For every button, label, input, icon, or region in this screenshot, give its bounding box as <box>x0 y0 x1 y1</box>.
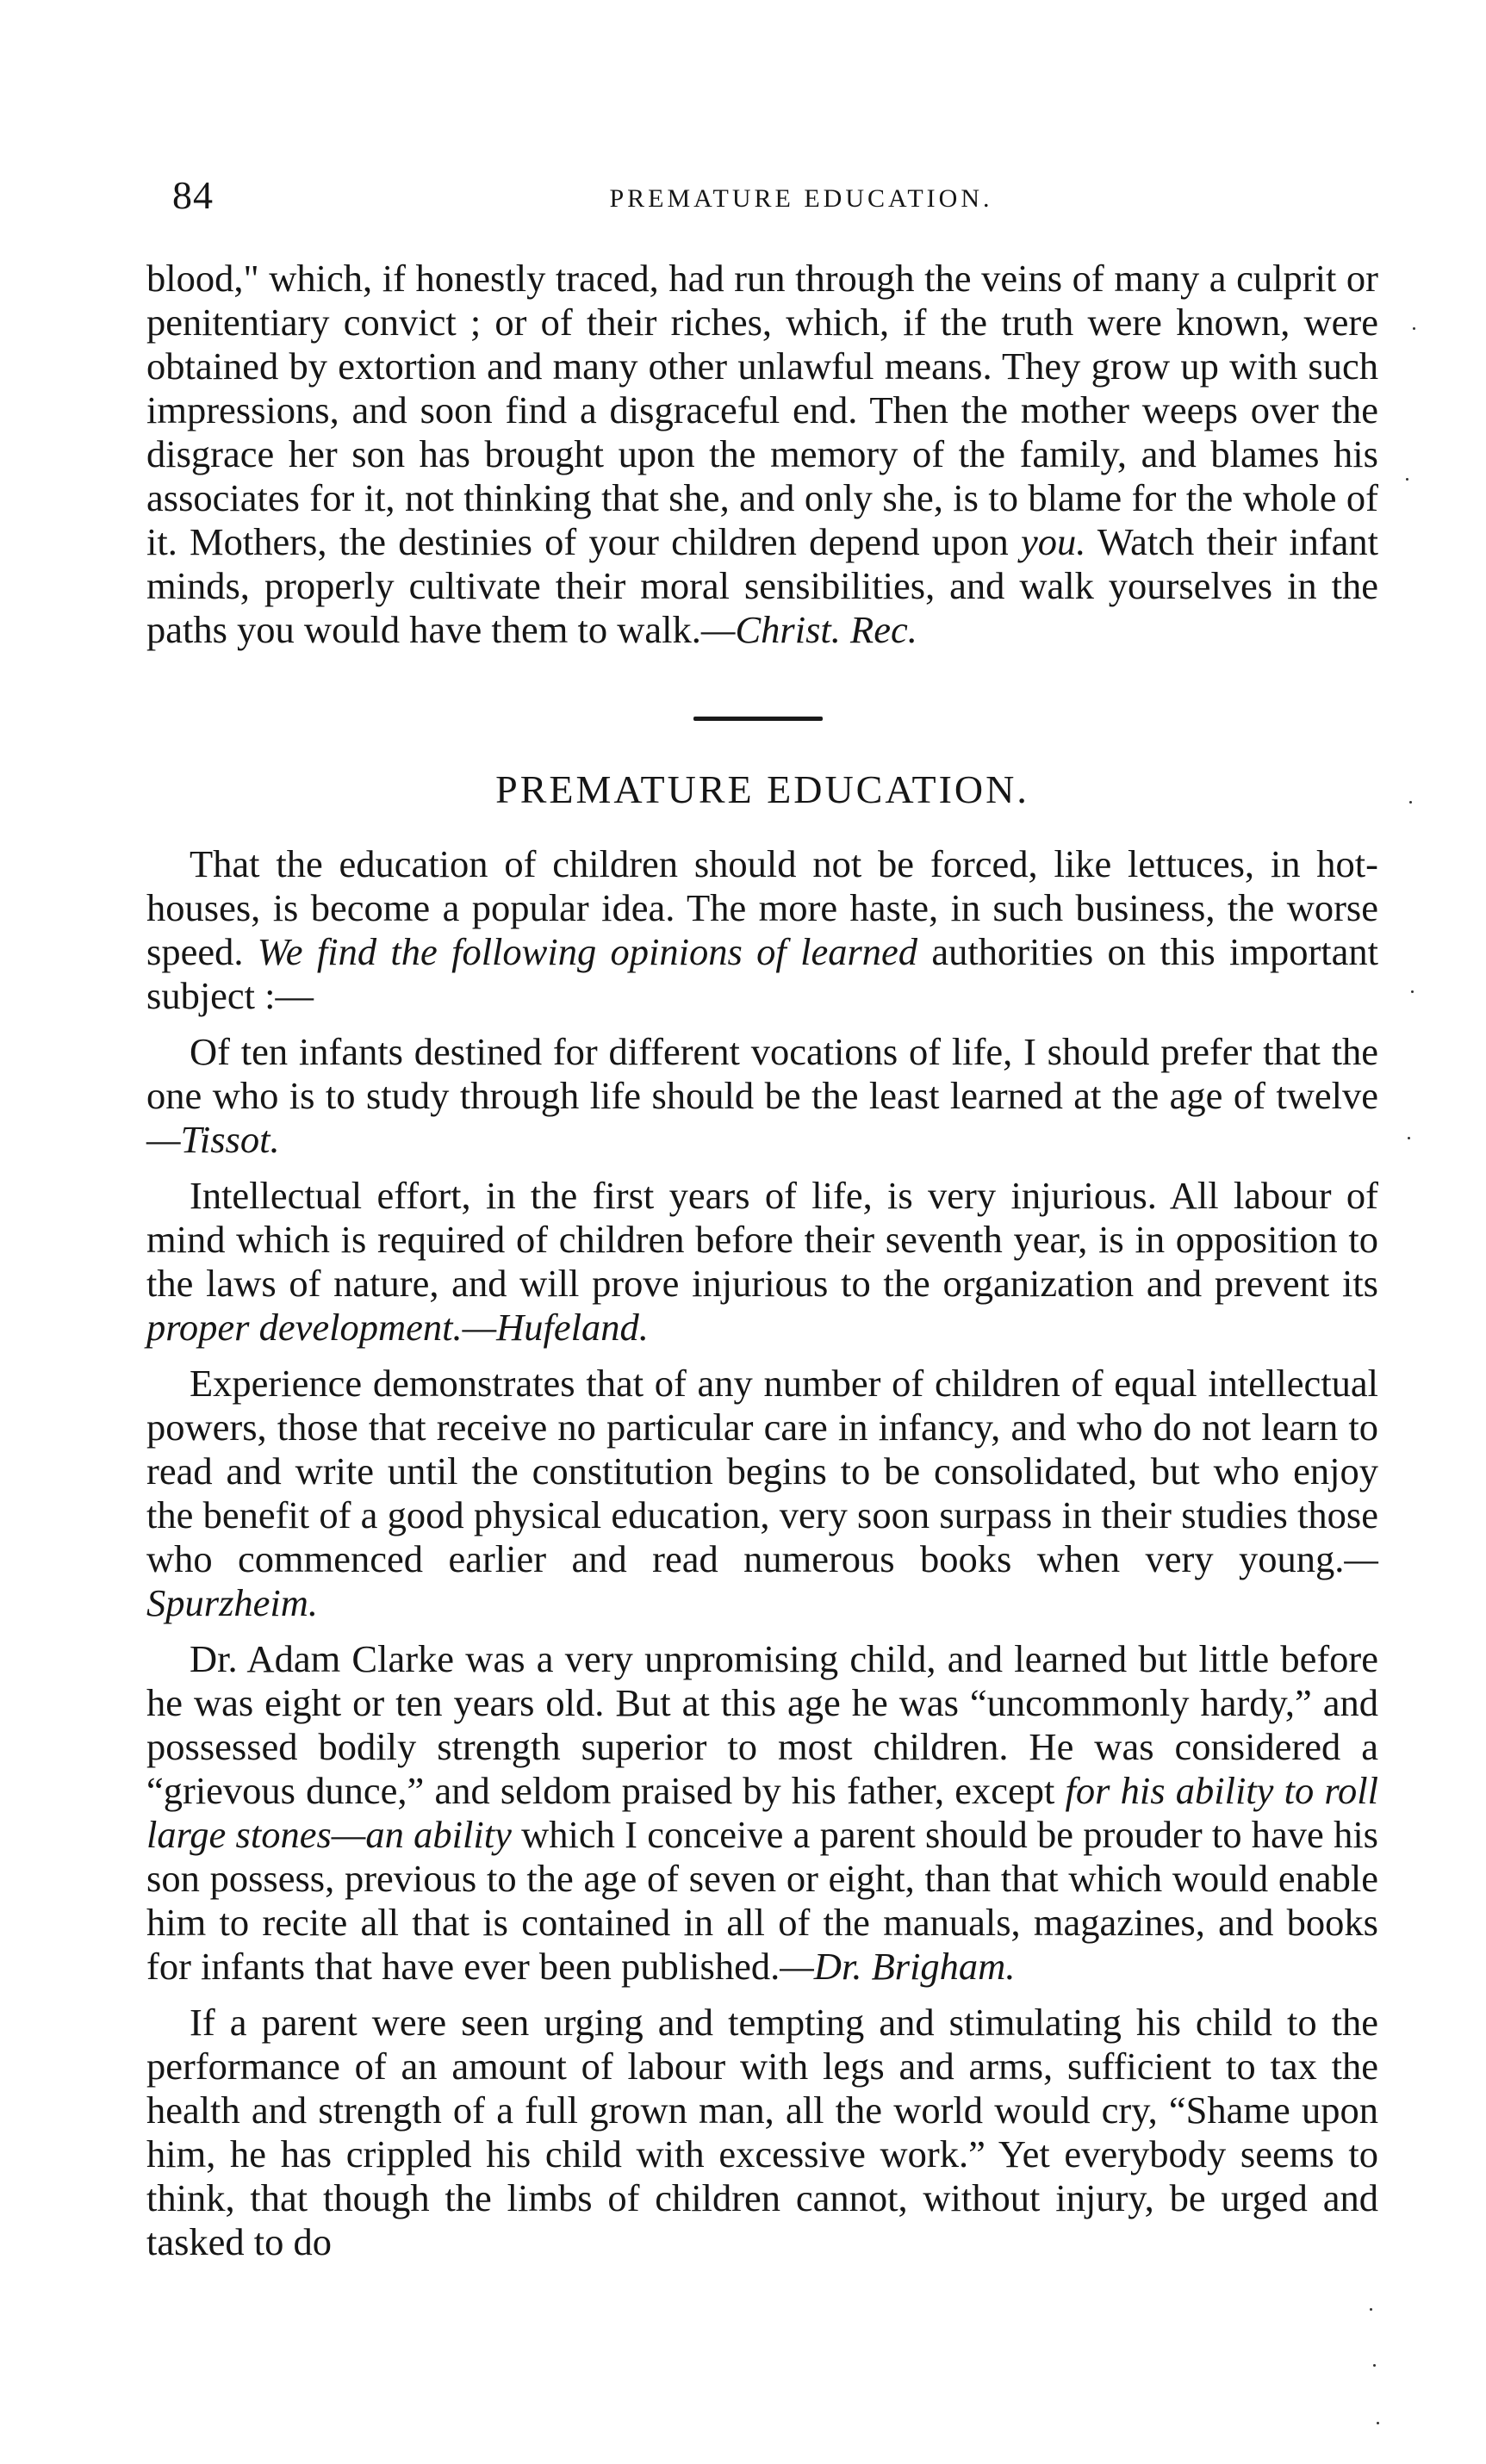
paragraph-1-italic: We find the following opinions of learned <box>257 930 918 973</box>
intro-attribution: —Christ. Rec. <box>700 608 917 651</box>
scan-speck <box>1411 990 1414 993</box>
intro-text: blood," which, if honestly traced, had run through the veins of many a culprit or penitentiary convict ; or of their riches, which, if the truth were known, were obtained by extortion and many other unlawful means. They grow up with such impressions, and soon find a disgraceful end. Then the mother weeps over the disgrace her son has brought upon the memory of the family, and blames his associates for it, not thinking that she, and only she, is to blame for the whole of it. Mothers, the destinies of your children depend upon <box>146 257 1378 563</box>
paragraph-1-end: authorities on this important subject :— <box>146 930 1378 1017</box>
scan-speck <box>1377 2422 1379 2424</box>
quote-tissot-attribution: —Tissot. <box>146 1118 280 1161</box>
paragraph-introduction <box>146 842 1378 1018</box>
intro-text-continued: Watch their infant minds, properly cultivate their moral sensibilities, and walk yourselves in the paths you would have them to walk. <box>146 520 1378 651</box>
section-heading: PREMATURE EDUCATION. <box>495 767 1029 811</box>
paragraph-1-text: That the education of children should not be forced, like lettuces, in hot-houses, is become a popular idea. The more haste, in such business, the worse speed. <box>146 842 1378 973</box>
quote-brigham-text: Dr. Adam Clarke was a very unpromising child, and learned but little before he was eight or ten years old. But at this age he was “uncommonly hardy,” and possessed bodily strength superior to most children. He was considered a “grievous dunce,” and seldom praised by his father, except <box>146 1637 1378 1812</box>
quote-hufeland <box>146 1174 1378 1350</box>
quote-brigham-attribution: —Dr. Brigham. <box>780 1945 1016 1988</box>
section-divider-rule <box>693 717 823 721</box>
scan-speck <box>1373 2364 1376 2367</box>
quote-tissot <box>146 1030 1378 1162</box>
quote-hufeland-attribution: proper development.—Hufeland. <box>146 1306 649 1349</box>
page-number: 84 <box>172 173 214 217</box>
paragraph-closing <box>146 2001 1378 2264</box>
section-body <box>146 842 1378 2276</box>
scan-speck <box>1406 478 1408 481</box>
quote-brigham <box>146 1637 1378 1989</box>
scan-speck <box>1408 1137 1410 1139</box>
scan-speck <box>1409 801 1412 804</box>
running-title: PREMATURE EDUCATION. <box>609 184 993 213</box>
quote-tissot-text: Of ten infants destined for different vocations of life, I should prefer that the one who is to study through life should be the least learned at the age of twelve <box>146 1030 1378 1117</box>
paragraph-closing-text: If a parent were seen urging and tempting and stimulating his child to the performance of an amount of labour with legs and arms, sufficient to tax the health and strength of a full grown man, all the world would cry, “Shame upon him, he has crippled his child with excessive work.” Yet everybody seems to think, that though the limbs of children cannot, without injury, be urged and tasked to do <box>146 2001 1378 2263</box>
quote-brigham-end: which I conceive a parent should be prouder to have his son possess, previous to the age of seven or eight, than that which would enable him to recite all that is contained in all of the manuals, magazines, and books for infants that have ever been published. <box>146 1813 1378 1988</box>
quote-hufeland-text: Intellectual effort, in the first years of life, is very injurious. All labour of mind which is required of children before their seventh year, is in opposition to the laws of nature, and will prove injurious to the organization and prevent its <box>146 1174 1378 1305</box>
intro-paragraph <box>146 257 1378 652</box>
scan-speck <box>1370 2308 1372 2311</box>
quote-spurzheim-text: Experience demonstrates that of any number of children of equal intellectual powers, those that receive no particular care in infancy, and who do not learn to read and write until the constitution begins to be consolidated, but who enjoy the benefit of a good physical education, very soon surpass in their studies those who commenced earlier and read numerous books when very young. <box>146 1362 1378 1580</box>
intro-emphasis-you: you. <box>1020 520 1086 563</box>
quote-brigham-italic: for his ability to roll large stones—an ability <box>146 1769 1378 1856</box>
quote-spurzheim <box>146 1362 1378 1625</box>
quote-spurzheim-attribution: —Spurzheim. <box>146 1537 1378 1624</box>
scan-speck <box>1413 327 1415 330</box>
running-head <box>172 172 1344 224</box>
